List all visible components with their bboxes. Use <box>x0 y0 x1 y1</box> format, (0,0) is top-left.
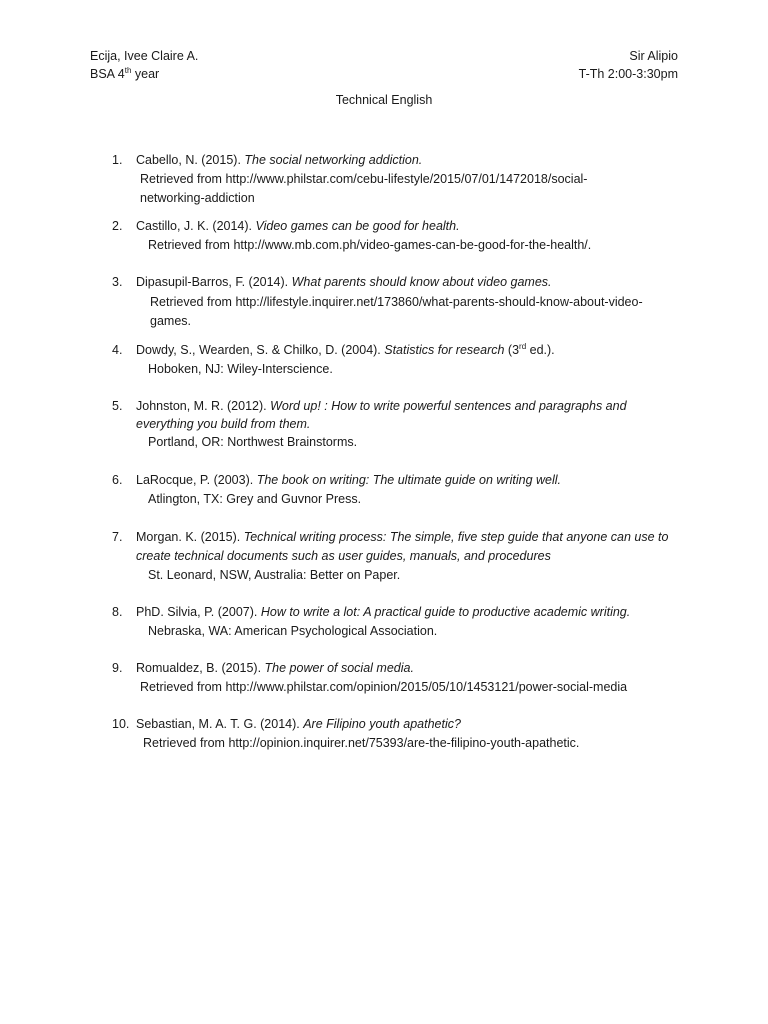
reference-citation <box>136 151 422 170</box>
reference-source-line: Hoboken, NJ: Wiley-Interscience. <box>148 362 333 376</box>
reference-citation <box>136 603 630 622</box>
reference-number: 7. <box>112 530 123 544</box>
reference-author: Sebastian, M. A. T. G. (2014). <box>136 717 304 731</box>
reference-work: How to write a lot: A practical guide to productive academic writing. <box>260 605 631 619</box>
reference-number: 10. <box>112 717 130 731</box>
reference-work: What parents should know about video games. <box>291 275 552 289</box>
reference-source-line: Nebraska, WA: American Psychological Association. <box>148 624 438 638</box>
course-suffix: year <box>131 67 160 81</box>
reference-source-line: Portland, OR: Northwest Brainstorms. <box>148 435 358 449</box>
reference-author: Johnston, M. R. (2012). <box>136 399 271 413</box>
reference-source-line: St. Leonard, NSW, Australia: Better on Paper. <box>148 568 401 582</box>
reference-source-line: Retrieved from http://www.mb.com.ph/video-games-can-be-good-for-the-health/. <box>148 238 592 252</box>
reference-author: PhD. Silvia, P. (2007). <box>136 605 261 619</box>
reference-citation <box>136 715 461 734</box>
reference-citation <box>136 471 561 490</box>
reference-source-line: Retrieved from http://opinion.inquirer.net/75393/are-the-filipino-youth-apathetic. <box>143 736 580 750</box>
reference-source-line: networking-addiction <box>140 191 255 205</box>
reference-author: LaRocque, P. (2003). <box>136 473 257 487</box>
reference-work: Technical writing process: The simple, five step guide that anyone can use to <box>243 530 669 544</box>
reference-source-line: Retrieved from http://www.philstar.com/opinion/2015/05/10/1453121/power-social-media <box>140 680 628 694</box>
reference-source-line: Atlington, TX: Grey and Guvnor Press. <box>148 492 362 506</box>
reference-work: Word up! : How to write powerful sentences and paragraphs and <box>270 399 627 413</box>
reference-number: 2. <box>112 219 123 233</box>
reference-work: The power of social media. <box>264 661 414 675</box>
reference-author: Dipasupil-Barros, F. (2014). <box>136 275 292 289</box>
reference-work: The social networking addiction. <box>244 153 423 167</box>
reference-author: Castillo, J. K. (2014). <box>136 219 256 233</box>
reference-author: Dowdy, S., Wearden, S. & Chilko, D. (2004). <box>136 343 385 357</box>
instructor-name: Sir Alipio <box>629 49 678 63</box>
class-schedule: T-Th 2:00-3:30pm <box>578 67 678 81</box>
reference-edition-sup: rd <box>519 341 527 351</box>
course-sup: th <box>124 65 132 75</box>
reference-source-line: Retrieved from http://lifestyle.inquirer.net/173860/what-parents-should-know-about-video- <box>150 295 643 309</box>
reference-source-line: games. <box>150 314 191 328</box>
reference-citation <box>136 273 552 292</box>
course-year <box>90 65 198 83</box>
reference-author: Romualdez, B. (2015). <box>136 661 265 675</box>
student-info <box>90 47 198 83</box>
class-info <box>579 47 678 83</box>
reference-work: Statistics for research <box>384 343 505 357</box>
reference-author: Morgan. K. (2015). <box>136 530 244 544</box>
reference-number: 9. <box>112 661 123 675</box>
document-title: Technical English <box>335 93 433 107</box>
reference-work: The book on writing: The ultimate guide on writing well. <box>256 473 562 487</box>
reference-work-line: everything you build from them. <box>136 417 311 431</box>
reference-citation <box>136 341 555 360</box>
reference-author: Cabello, N. (2015). <box>136 153 245 167</box>
reference-number: 4. <box>112 343 123 357</box>
student-name: Ecija, Ivee Claire A. <box>90 49 199 63</box>
reference-citation <box>136 528 668 547</box>
reference-number: 1. <box>112 153 123 167</box>
reference-number: 6. <box>112 473 123 487</box>
reference-work: Video games can be good for health. <box>255 219 460 233</box>
reference-edition: (3 <box>504 343 520 357</box>
course-prefix: BSA 4 <box>90 67 125 81</box>
reference-work: Are Filipino youth apathetic? <box>303 717 461 731</box>
reference-citation <box>136 659 414 678</box>
reference-number: 5. <box>112 399 123 413</box>
reference-citation <box>136 397 627 416</box>
reference-work-line: create technical documents such as user guides, manuals, and procedures <box>136 549 551 563</box>
reference-source-line: Retrieved from http://www.philstar.com/cebu-lifestyle/2015/07/01/1472018/social- <box>140 172 588 186</box>
reference-number: 8. <box>112 605 123 619</box>
reference-number: 3. <box>112 275 123 289</box>
reference-edition-end: ed.). <box>526 343 555 357</box>
reference-citation <box>136 217 460 236</box>
